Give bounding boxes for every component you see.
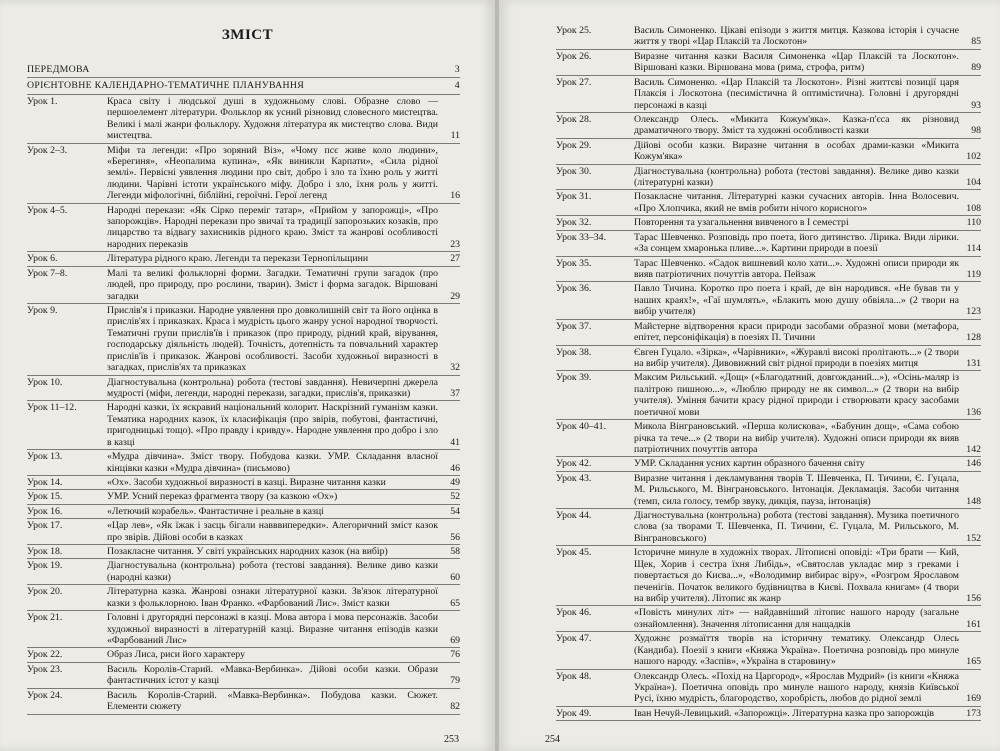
lesson-topic-text: Позакласне читання. Літературні казки сучасних авторів. Інна Волосевич. «Про Хлопчика, який не вмів робити нічого корисного» [634,191,959,214]
toc-list-right [556,24,981,721]
lesson-label: Урок 30. [556,165,592,177]
lesson-label: Урок 32. [556,217,592,229]
lesson-label: Урок 13. [27,451,63,463]
lesson-label: Урок 29. [556,139,592,151]
lesson-topic [107,268,460,302]
lesson-topic-text: Народні казки, їх яскравий національний колорит. Наскрізний гуманізм казки. Тематика народних казок, їх класифікація (про звірів, побутові, фантастичні, пригодницькі тощо). «Про правду і кривду». Народне уявлення про добро і зло в казці [107,402,438,448]
lesson-topic-text: Народні перекази: «Як Сірко переміг татар», «Прийом у запорожці», «Про запорожців». Народні перекази про звичаї та традиції запорозьких козаків, про лицарство та відвагу захисників рідного краю. Зміст та жанрові особливості народних переказів [107,204,438,250]
lesson-topic [634,258,981,281]
lesson-topic [634,708,981,719]
lesson-topic-text: Діагностувальна (контрольна) робота (тестові завдання). Велике диво казки (літературні казки) [634,165,959,189]
lesson-label: Урок 22. [27,649,63,661]
lesson-label: Урок 37. [556,320,592,332]
lesson-topic [634,191,981,214]
lesson-topic [634,140,981,163]
page-ref: 131 [966,357,981,369]
lesson-label: Урок 20. [27,586,63,598]
lesson-label: Урок 14. [27,476,63,488]
toc-entry [556,546,981,606]
lesson-topic-text: Міфи та легенди: «Про зоряний Віз», «Чому псє живе коло людини», «Берегиня», «Неопалима купина», «Як виникли Карпати», «Сила рідної землі». Первісні уявлення людини про світ, добро і зло та їхню роль у житті людини. Чарівні істоти українського міфу. Добро і зло, їхня роль у житті. Легенди міфологічні, біблійні, героїчні. Герої легенд [107,144,438,202]
lesson-topic-text: Олександр Олесь. «Похід на Царгород», «Ярослав Мудрий» (із книги «Княжа Україна»). Поетична оповідь про минуле нашого народу, князів Київської Русі, їхню мудрість, благородство, хоробрість, любов до рідної землі [634,670,959,705]
lesson-topic-text: УМР. Складання усних картин образного бачення світу [634,458,865,470]
lesson-topic-text: Іван Нечуй-Левицький. «Запорожці». Літературна казка про запорожців [634,707,935,719]
lesson-label: Урок 35. [556,257,592,269]
lesson-topic-text: Тарас Шевченко. Розповідь про поета, його дитинство. Лірика. Види лірики. «За сонцем хмаронька пливе...». Картини природи в поезії [634,231,959,255]
lesson-label: Урок 42. [556,458,592,470]
lesson-topic [634,547,981,604]
lesson-label: Урок 16. [27,505,63,517]
page-ref: 29 [450,290,460,302]
toc-entry [27,559,460,585]
page-number-right: 254 [545,734,560,745]
lesson-label: Урок 46. [556,607,592,619]
toc-entry [556,113,981,139]
toc-entry [556,282,981,319]
lesson-topic [634,283,981,317]
toc-entry [556,231,981,257]
toc-entry [556,139,981,165]
page-ref: 169 [966,693,981,705]
lesson-topic-text: Діагностувальна (контрольна) робота (тестові завдання). Невичерпні джерела мудрості (міфи, легенди, народні перекази, загадки, прислів'я, приказки) [107,376,438,399]
page-ref: 27 [450,253,460,265]
page-ref: 128 [966,332,981,344]
toc-entry [27,95,460,144]
toc-entry [27,401,460,450]
page-ref: 98 [971,125,981,137]
toc-entry [27,376,460,402]
lesson-topic-text: Образ Лиса, риси його характеру [107,649,245,661]
lesson-topic [634,510,981,544]
toc-entry [27,663,460,689]
lesson-label: Урок 9. [27,305,58,317]
lesson-label: Урок 49. [556,707,592,719]
lesson-label: Урок 1. [27,95,58,107]
right-page [499,0,1000,751]
lesson-topic-text: Павло Тичина. Коротко про поета і край, де він народився. «Не бував ти у наших краях!», «Гаї шумлять», «Блакить мою душу обвіяла...» (2 твори на вибір учителя) [634,283,959,318]
lesson-label: Урок 47. [556,633,592,645]
toc-entry [556,472,981,509]
toc-entry [556,420,981,457]
lesson-topic-text: Виразне читання казки Василя Симоненка «Цар Плаксій та Лоскотон». Віршовані казки. Віршована мова (рима, строфа, ритм) [634,50,959,74]
lesson-label: Урок 24. [27,689,63,701]
lesson-topic [634,372,981,418]
left-page [0,0,495,751]
lesson-topic [634,25,981,48]
toc-entry [27,204,460,253]
lesson-label: Урок 44. [556,510,592,522]
toc-entry [27,304,460,376]
toc-entry [27,490,460,504]
page-ref: 152 [966,532,981,544]
page-ref: 136 [966,406,981,418]
toc-entry [556,346,981,372]
lesson-topic [107,477,460,488]
lesson-topic [634,166,981,189]
lesson-topic [107,560,460,583]
lesson-topic [634,607,981,630]
lesson-topic-text: Максим Рильський. «Дощ» («Благодатний, довгожданий...»), «Осінь-маляр із палітрою пишною...», «Люблю природу не як символ...» (2 твори на вибір учителя). Уміння бачити красу рідної природи і створювати красу засобами поетичної мови [634,372,959,418]
page-ref: 142 [966,443,981,455]
page-ref: 41 [450,436,460,448]
page-ref: 89 [971,62,981,74]
toc-entry [27,450,460,476]
toc-entry [556,257,981,283]
toc-entry [556,50,981,76]
page-ref: 3 [454,64,460,75]
toc-entry [556,190,981,216]
lesson-label: Урок 26. [556,50,592,62]
lesson-label: Урок 21. [27,612,63,624]
lesson-topic-text: Діагностувальна (контрольна) робота (тестові завдання). Музика поетичного слова (за творами Т. Шевченка, П. Тичини, Є. Гуцала, М. Рильського, М. Вінграновського) [634,510,959,544]
lesson-topic [634,217,981,228]
toc-entry [27,476,460,490]
lesson-label: Урок 23. [27,663,63,675]
page-ref: 54 [450,505,460,517]
lesson-topic [107,506,460,517]
toc-entry [556,670,981,707]
lesson-topic [634,114,981,137]
lesson-topic-text: Література рідного краю. Легенди та перекази Тернопільщини [107,253,369,265]
lesson-topic [107,612,460,646]
lesson-topic [107,305,460,374]
lesson-topic-text: Історичне минуле в художніх творах. Літописні оповіді: «Три брати — Кий, Щек, Хорив і сестра їхня Либідь», «Святослав укладає мир з греками і повертається до Києва...», «Володимир вибирає віру», «Розгром Ярославом печенігів. Початок великого будівництва в Києві. Похвала книгам» (4 твори на вибір учителя). Літопис як жанр [634,547,959,604]
lesson-label: Урок 2–3. [27,144,68,156]
lesson-topic-text: «Повість минулих літ» — найдавніший літопис нашого народу (загальне ознайомлення). Значення літописання для нащадків [634,607,959,630]
lesson-topic-text: Василь Королів-Старий. «Мавка-Вербинка». Дійові особи казки. Образи фантастичних істот у казці [107,663,438,687]
toc-entry [27,689,460,715]
lesson-topic-text: Діагностувальна (контрольна) робота (тестові завдання). Велике диво казки (народні казки) [107,560,438,583]
lesson-topic-text: «Ох». Засоби художньої виразності в казці. Виразне читання казки [107,476,386,488]
toc-entry [556,76,981,113]
lesson-label: Урок 36. [556,283,592,295]
page-ref: 114 [966,243,981,255]
page-ref: 108 [966,202,981,214]
toc-entry [556,606,981,632]
lesson-topic-text: ОРІЄНТОВНЕ КАЛЕНДАРНО-ТЕМАТИЧНЕ ПЛАНУВАННЯ [27,80,305,92]
toc-entry [27,545,460,559]
page-ref: 32 [450,362,460,374]
toc-entry [27,519,460,545]
lesson-topic [634,232,981,255]
lesson-label: Урок 28. [556,113,592,125]
page-ref: 56 [450,531,460,543]
page-ref: 60 [450,571,460,583]
lesson-topic [107,205,460,251]
lesson-topic-text: Краса світу і людської душі в художньому слові. Образне слово — першоелемент літератури. Фольклор як усний різновид словесного мистецтва. Великі і малі жанри фольклору. Художня література як мистецтво слова. Види мистецтва. [107,95,438,142]
toc-entry [556,457,981,471]
lesson-topic-text: «Мудра дівчина». Зміст твору. Побудова казки. УМР. Складання власної кінцівки казки «Мудра дівчина» (письмово) [107,451,438,474]
toc-entry [556,509,981,546]
lesson-topic-text: Дійові особи казки. Виразне читання в особах драми-казки «Микита Кожум'яка» [634,139,959,163]
lesson-topic-text: Прислів'я і приказки. Народне уявлення про довколишній світ та його оцінка в прислів'ях і приказках. Краса і мудрість цього жанру усної народної творчості. Тематичні групи прислів'їв і приказок (про природу, рідний край, вірування, господарську діяльність людей). Точність, дотепність та повчальний характер прислів'їв і приказок. Жанрові особливості. Засоби художньої виразності в загадках, прислів'ях та приказках [107,305,438,374]
page-ref: 85 [971,36,981,48]
lesson-label: Урок 4–5. [27,204,68,216]
page-ref: 11 [450,130,460,142]
page-ref: 93 [971,99,981,111]
lesson-topic [634,633,981,667]
toc-entry [556,320,981,346]
lesson-topic-text: Головні і другорядні персонажі в казці. Мова автора і мова персонажів. Засоби художньої виразності в літературній казці. Виразне читання епізодів казки «Фарбований Лис» [107,612,438,646]
page-ref: 161 [966,618,981,630]
lesson-topic-text: Малі та великі фольклорні форми. Загадки. Тематичні групи загадок (про людей, про природу, про рослини, тварин). Зміст і форма загадок. Віршовані загадки [107,267,438,302]
page-ref: 123 [966,306,981,318]
lesson-topic [634,671,981,705]
lesson-topic-text: Олександр Олесь. «Микита Кожум'яка». Казка-п'єса як різновид драматичного твору. Зміст та художні особливості казки [634,113,959,137]
lesson-topic-text: Василь Симоненко. Цікаві епізоди з життя митця. Казкова історія і сучасне життя у творі «Цар Плаксій та Лоскотон» [634,25,959,48]
page-ref: 156 [966,592,981,604]
lesson-topic-text: Виразне читання і декламування творів Т. Шевченка, П. Тичини, Є. Гуцала, М. Рильського, М. Вінграновського. Інтонація. Декламація. Засоби читання (темп, сила голосу, тембр звуку, дикція, пауза, інтонація) [634,472,959,507]
lesson-topic [107,664,460,687]
lesson-topic [107,402,460,448]
page-ref: 146 [966,458,981,470]
toc-entry [556,371,981,420]
page-ref: 165 [966,656,981,668]
lesson-topic [634,321,981,344]
lesson-label: Урок 7–8. [27,267,68,279]
page-ref: 65 [450,597,460,609]
page-ref: 102 [966,151,981,163]
lesson-topic [107,451,460,474]
toc-entry [27,62,460,78]
lesson-label: Урок 33–34. [556,231,607,243]
lesson-label: Урок 31. [556,191,592,203]
lesson-topic [27,64,460,75]
lesson-topic [107,253,460,264]
lesson-topic-text: Майстерне відтворення краси природи засобами образної мови (метафора, епітет, персоніфікація) в поезіях П. Тичини [634,320,959,344]
lesson-topic-text: Літературна казка. Жанрові ознаки літературної казки. Зв'язок літературної казки з фольклорною. Іван Франко. «Фарбований Лис». Зміст казки [107,586,438,609]
lesson-topic-text: ПЕРЕДМОВА [27,64,90,75]
lesson-topic [107,520,460,543]
page-ref: 46 [450,462,460,474]
lesson-topic-text: Василь Симоненко. «Цар Плаксій та Лоскотон». Різні життєві позиції царя Плаксія і Лоскотона (песимістична й оптимістична). Головні і другорядні персонажі в казці [634,76,959,111]
lesson-topic [107,377,460,400]
toc-entry [556,632,981,669]
toc-entry [27,611,460,648]
toc-entry [556,165,981,191]
lesson-topic [107,145,460,202]
lesson-label: Урок 15. [27,491,63,503]
lesson-label: Урок 48. [556,670,592,682]
toc-entry [27,505,460,519]
lesson-topic-text: Позакласне читання. У світі українських народних казок (на вибір) [107,546,388,558]
toc-entry [27,648,460,662]
lesson-label: Урок 45. [556,547,592,559]
lesson-topic [634,51,981,74]
page-ref: 79 [450,675,460,687]
lesson-topic [634,473,981,507]
lesson-topic-text: Василь Королів-Старий. «Мавка-Вербинка». Побудова казки. Сюжет. Елементи сюжету [107,689,438,713]
lesson-label: Урок 38. [556,346,592,358]
page-number-left: 253 [444,734,459,745]
lesson-topic [107,586,460,609]
page-ref: 119 [966,269,981,281]
toc-entry [27,585,460,611]
toc-entry [27,267,460,304]
page-ref: 16 [450,190,460,202]
lesson-label: Урок 43. [556,472,592,484]
lesson-topic [634,421,981,455]
lesson-topic [634,347,981,370]
lesson-label: Урок 25. [556,25,592,36]
page-ref: 148 [966,495,981,507]
page-ref: 82 [450,701,460,713]
toc-entry [27,252,460,266]
page-ref: 49 [450,476,460,488]
lesson-topic [107,690,460,713]
lesson-label: Урок 17. [27,520,63,532]
lesson-topic [634,77,981,111]
lesson-label: Урок 27. [556,76,592,88]
lesson-topic-text: «Цар лев», «Як їжак і заєць бігали навввипередки». Алегоричний зміст казок про звірів. Дійові особи в казках [107,520,438,543]
page-ref: 52 [450,491,460,503]
lesson-topic-text: «Летючий корабель». Фантастичне і реальне в казці [107,505,324,517]
lesson-topic [107,546,460,557]
page-ref: 173 [966,707,981,719]
lesson-topic-text: УМР. Усний переказ фрагмента твору (за казкою «Ох») [107,491,338,503]
page-ref: 76 [450,649,460,661]
lesson-topic [107,649,460,660]
lesson-topic-text: Художнє розмаїття творів на історичну тематику. Олександр Олесь (Кандиба). Поезії з книги «Княжа Україна». Поетична розповідь про минуле нашого народу. «Заспів», «Україна в старовину» [634,633,959,668]
lesson-label: Урок 6. [27,253,58,265]
toc-list-left [27,62,460,715]
lesson-topic-text: Євген Гуцало. «Зірка», «Чарівники», «Журавлі високі пролітають...» (2 твори на вибір учителя). Дивовижний світ рідної природи в поезіях митця [634,346,959,369]
toc-entry [27,144,460,204]
lesson-topic-text: Микола Вінграновський. «Перша колискова», «Бабунин дощ», «Сама собою річка та тече...» (2 твори на вибір учителя). Художні описи природи як вияв патріотичних почуттів автора [634,421,959,455]
toc-entry [556,707,981,721]
lesson-topic [107,96,460,142]
lesson-label: Урок 18. [27,546,63,558]
page-ref: 104 [966,177,981,189]
page-ref: 37 [450,387,460,399]
toc-title: ЗМІСТ [221,27,274,43]
lesson-topic [634,458,981,469]
lesson-label: Урок 10. [27,376,63,388]
lesson-label: Урок 19. [27,560,63,572]
lesson-label: Урок 40–41. [556,421,607,433]
toc-entry [27,78,460,94]
page-ref: 58 [450,546,460,558]
page-ref: 110 [966,217,981,229]
page-ref: 69 [450,634,460,646]
lesson-topic-text: Повторення та узагальнення вивченого в I семестрі [634,217,849,229]
toc-entry [556,216,981,230]
page-ref: 4 [454,80,460,92]
lesson-topic [27,80,460,91]
page-ref: 23 [450,238,460,250]
lesson-topic-text: Тарас Шевченко. «Садок вишневий коло хати...». Художні описи природи як вияв патріотичних почуттів автора. Пейзаж [634,257,959,281]
lesson-label: Урок 39. [556,372,592,384]
lesson-topic [107,491,460,502]
lesson-label: Урок 11–12. [27,402,77,414]
toc-entry [556,24,981,50]
